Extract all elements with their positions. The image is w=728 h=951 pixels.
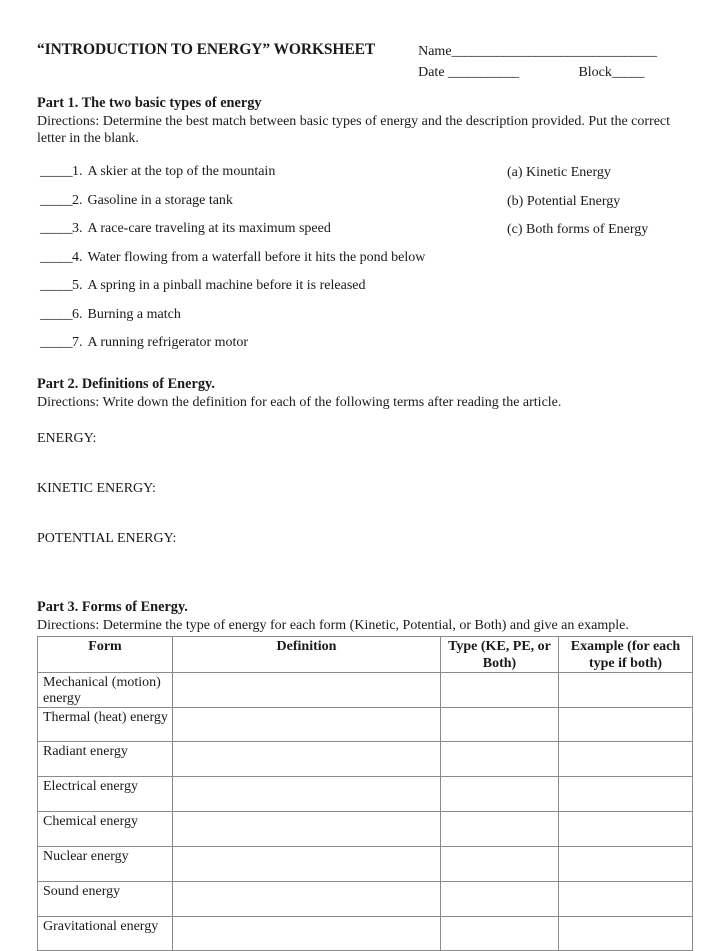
cell-example[interactable] (559, 917, 693, 951)
cell-definition[interactable] (173, 882, 441, 917)
cell-form: Thermal (heat) energy (38, 708, 173, 742)
part1-item-list (40, 164, 510, 364)
item-text: Water flowing from a waterfall before it hits the pond below (87, 249, 426, 265)
cell-form: Electrical energy (38, 777, 173, 812)
part2-heading: Part 2. Definitions of Energy. (37, 376, 215, 393)
part1-directions: Directions: Determine the best match between basic types of energy and the description provided. Put the correct letter in the blank. (37, 114, 671, 147)
cell-example[interactable] (559, 812, 693, 847)
answer-blank[interactable]: _____ (40, 164, 73, 180)
list-item (40, 221, 510, 250)
table-row (38, 672, 693, 707)
table-row (38, 882, 693, 917)
part2-directions: Directions: Write down the definition for each of the following terms after reading the article. (37, 395, 562, 411)
cell-form: Gravitational energy (38, 917, 173, 951)
list-item (40, 335, 510, 364)
item-number: 5. (72, 278, 83, 294)
cell-example[interactable] (559, 708, 693, 742)
date-block-row (418, 63, 656, 84)
item-text: Burning a match (87, 306, 181, 322)
document-header (37, 38, 692, 83)
column-header-definition: Definition (173, 637, 441, 672)
list-item (40, 193, 510, 222)
list-item (40, 164, 510, 193)
block-label: Block (578, 64, 612, 80)
table-row (38, 742, 693, 777)
list-item (40, 307, 510, 336)
cell-definition[interactable] (173, 742, 441, 777)
block-blank-line[interactable]: _____ (611, 64, 644, 80)
column-header-example: Example (for each type if both) (559, 637, 693, 672)
name-blank-line[interactable]: ________________________________ (451, 44, 657, 59)
term-energy: ENERGY: (37, 431, 97, 447)
answer-blank[interactable]: _____ (40, 335, 73, 351)
table-row (38, 847, 693, 882)
part3-heading: Part 3. Forms of Energy. (37, 599, 188, 616)
cell-form: Radiant energy (38, 742, 173, 777)
cell-definition[interactable] (173, 708, 441, 742)
table-row (38, 812, 693, 847)
date-label: Date (418, 64, 449, 80)
name-row (418, 42, 656, 63)
name-label: Name (418, 44, 452, 59)
part1-matching-area (37, 164, 692, 360)
list-item (40, 278, 510, 307)
cell-form: Sound energy (38, 882, 173, 917)
option-potential-energy: (b) Potential Energy (507, 193, 621, 209)
item-number: 1. (72, 164, 83, 180)
cell-form: Mechanical (motion) energy (38, 672, 173, 707)
item-text: A spring in a pinball machine before it is released (87, 278, 366, 294)
cell-type[interactable] (441, 672, 559, 707)
item-number: 6. (72, 306, 83, 322)
column-header-form: Form (38, 637, 173, 672)
table-row (38, 708, 693, 742)
item-number: 7. (72, 335, 83, 351)
cell-type[interactable] (441, 917, 559, 951)
answer-blank[interactable]: _____ (40, 221, 73, 237)
cell-type[interactable] (441, 742, 559, 777)
answer-blank[interactable]: _____ (40, 306, 73, 322)
answer-blank[interactable]: _____ (40, 192, 73, 208)
item-number: 2. (72, 192, 83, 208)
item-number: 4. (72, 249, 83, 265)
part2-term-list (37, 431, 692, 581)
cell-type[interactable] (441, 847, 559, 882)
item-text: Gasoline in a storage tank (87, 192, 233, 208)
cell-definition[interactable] (173, 672, 441, 707)
item-text: A skier at the top of the mountain (87, 164, 276, 180)
cell-example[interactable] (559, 847, 693, 882)
answer-blank[interactable]: _____ (40, 249, 73, 265)
cell-type[interactable] (441, 812, 559, 847)
item-text: A race-care traveling at its maximum speed (87, 221, 331, 237)
cell-example[interactable] (559, 672, 693, 707)
cell-definition[interactable] (173, 777, 441, 812)
column-header-type: Type (KE, PE, or Both) (441, 637, 559, 672)
part3-directions: Directions: Determine the type of energy for each form (Kinetic, Potential, or Both) and give an example. (37, 618, 629, 634)
page-title: “INTRODUCTION TO ENERGY” WORKSHEET (37, 41, 376, 58)
item-text: A running refrigerator motor (87, 335, 249, 351)
term-potential-energy: POTENTIAL ENERGY: (37, 531, 177, 547)
part3-section (37, 599, 692, 951)
table-header-row (38, 637, 693, 672)
cell-example[interactable] (559, 742, 693, 777)
cell-form: Nuclear energy (38, 847, 173, 882)
option-kinetic-energy: (a) Kinetic Energy (507, 165, 611, 181)
option-both-forms: (c) Both forms of Energy (507, 222, 649, 238)
cell-definition[interactable] (173, 812, 441, 847)
part1-heading: Part 1. The two basic types of energy (37, 95, 262, 112)
cell-example[interactable] (559, 882, 693, 917)
date-blank-line[interactable]: ___________ (448, 64, 519, 80)
table-row (38, 777, 693, 812)
cell-example[interactable] (559, 777, 693, 812)
cell-type[interactable] (441, 708, 559, 742)
item-number: 3. (72, 221, 83, 237)
cell-type[interactable] (441, 882, 559, 917)
cell-form: Chemical energy (38, 812, 173, 847)
cell-definition[interactable] (173, 847, 441, 882)
list-item (40, 250, 510, 279)
cell-definition[interactable] (173, 917, 441, 951)
cell-type[interactable] (441, 777, 559, 812)
term-kinetic-energy: KINETIC ENERGY: (37, 481, 156, 497)
answer-blank[interactable]: _____ (40, 278, 73, 294)
part1-answer-options (507, 165, 728, 251)
student-info-block (418, 38, 656, 83)
table-row (38, 917, 693, 951)
forms-of-energy-table (37, 636, 693, 951)
